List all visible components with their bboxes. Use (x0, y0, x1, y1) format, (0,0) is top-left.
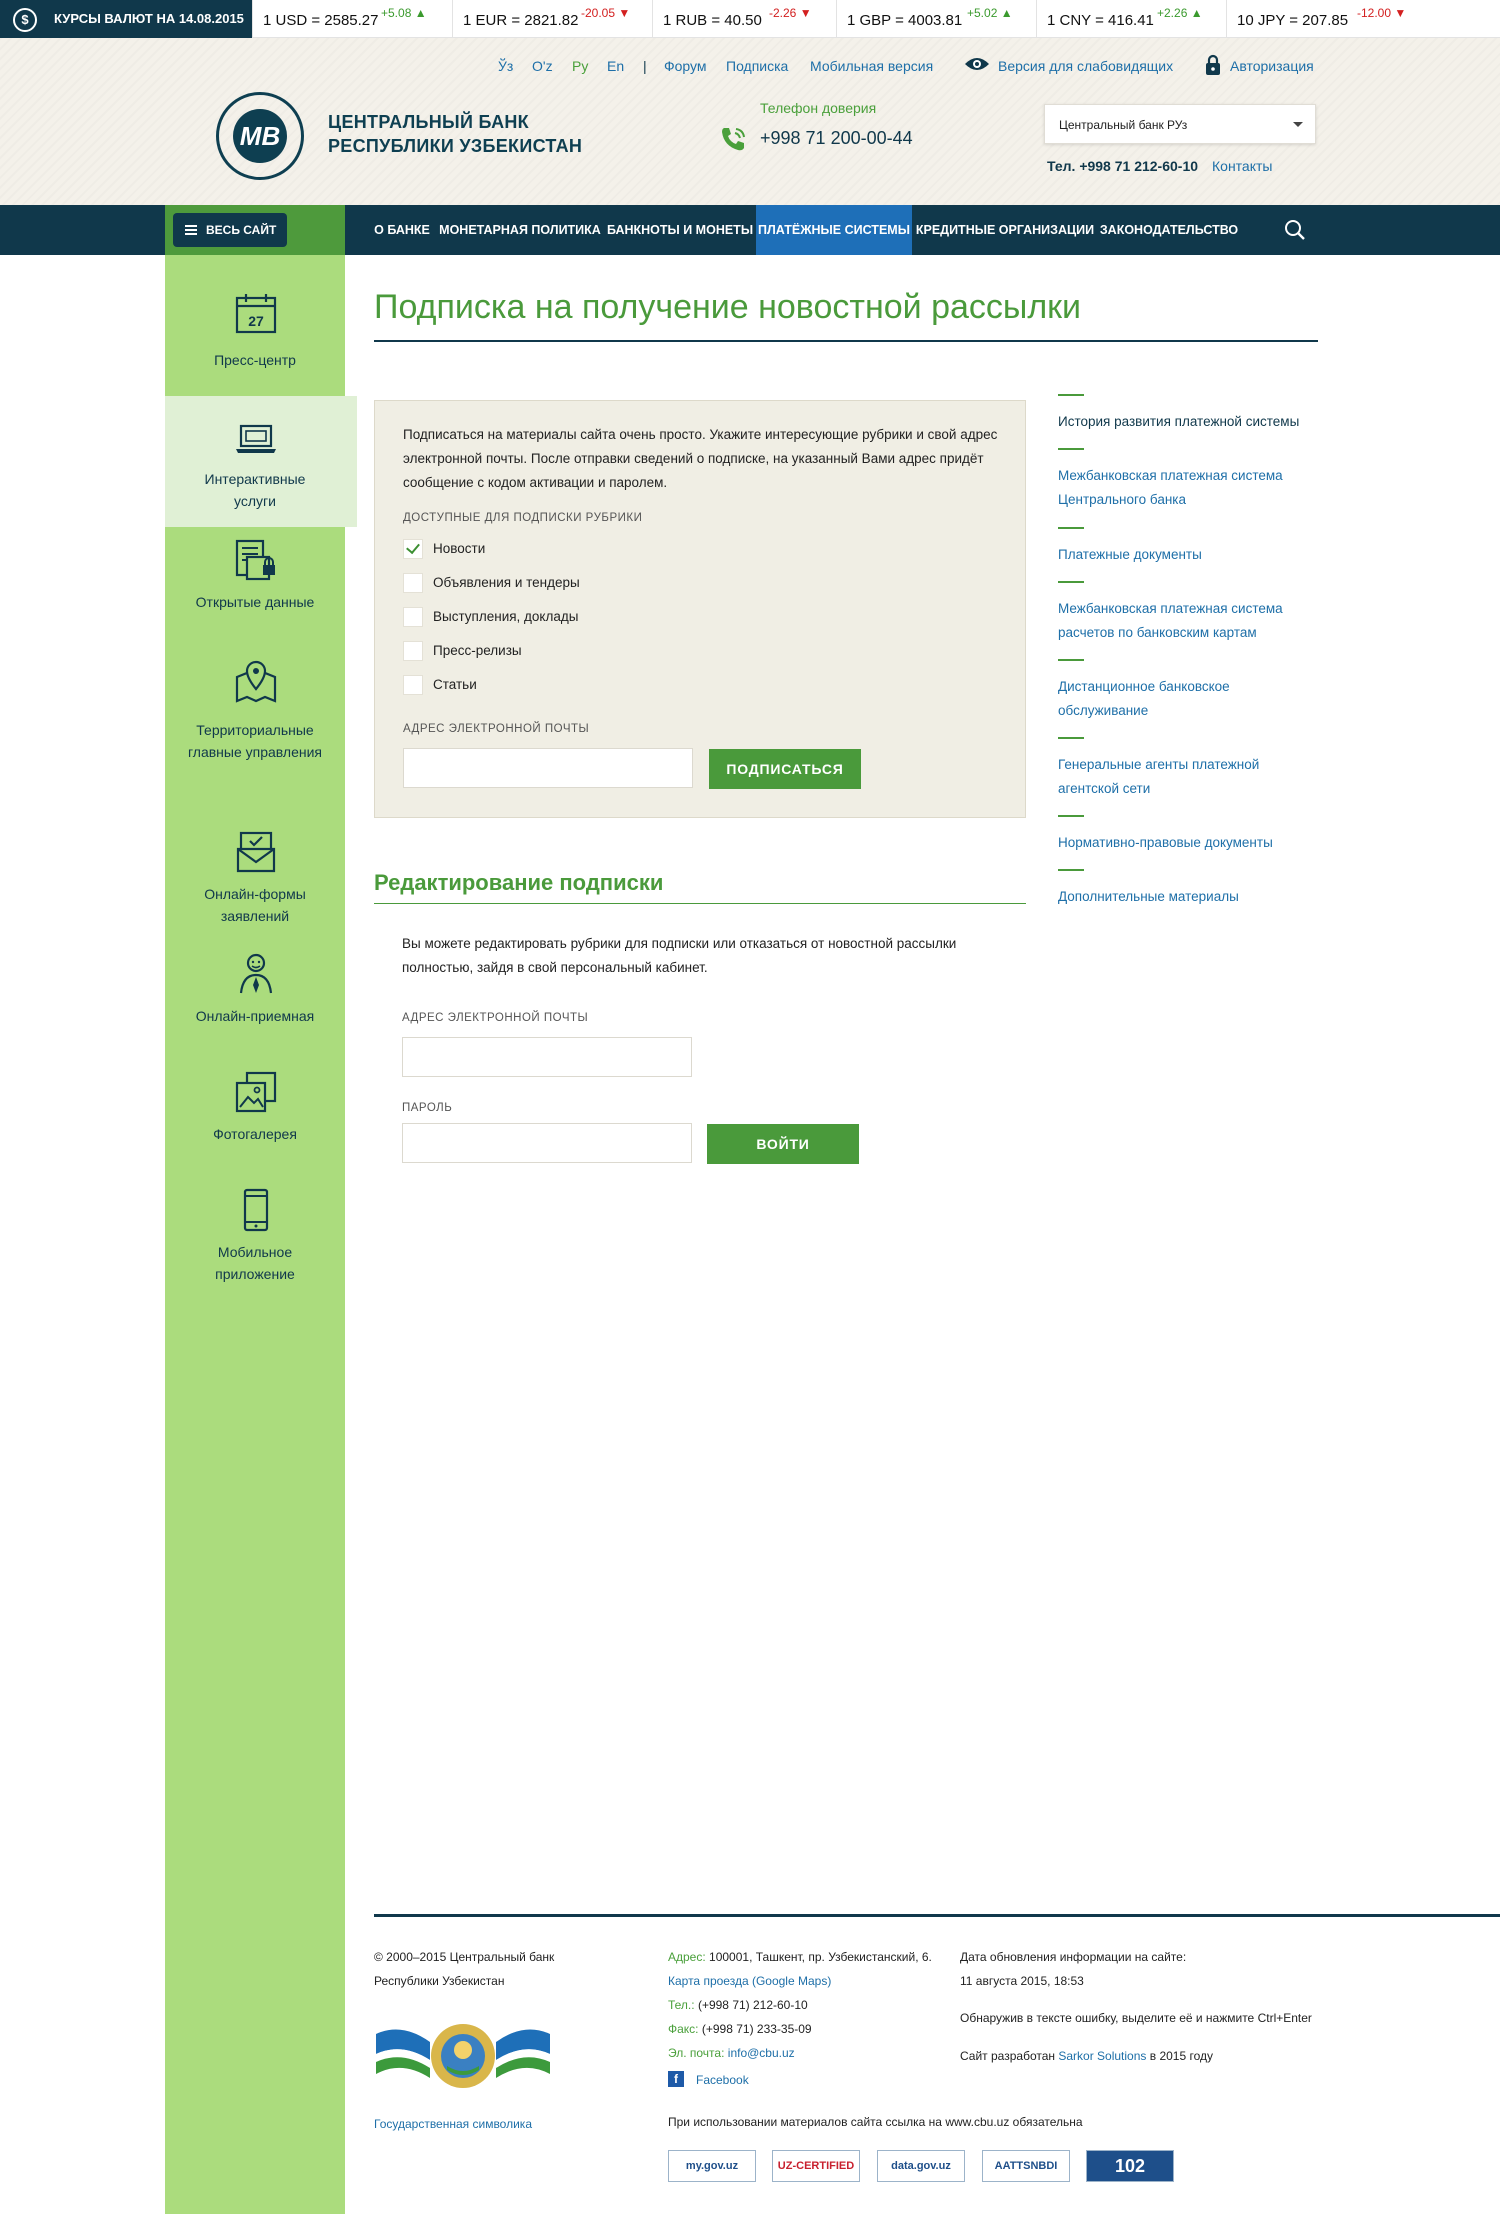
badge-uz-certified[interactable]: UZ-CERTIFIED (772, 2150, 860, 2182)
link-marker (1058, 815, 1084, 817)
all-site-button[interactable] (173, 213, 287, 247)
ticker-label (0, 0, 252, 38)
mobile-phone-icon (233, 1187, 279, 1233)
contacts-link[interactable]: Контакты (1212, 158, 1273, 174)
sidebar-item-open-data[interactable] (165, 527, 345, 645)
header-phone: Тел. +998 71 212-60-10 (1047, 158, 1199, 174)
subscribe-intro: Подписаться на материалы сайта очень просто. Укажите интересующие рубрики и свой адрес электронной почты. После отправки сведений о подписке, на указанный Вами адрес придёт сообщение с кодом активации и паролем. (403, 427, 998, 490)
link-marker (1058, 737, 1084, 739)
state-emblem-icon[interactable] (374, 2020, 552, 2090)
link-marker (1058, 527, 1084, 529)
link-marker (1058, 448, 1084, 450)
categories-caption: ДОСТУПНЫЕ ДЛЯ ПОДПИСКИ РУБРИКИ (403, 512, 643, 524)
password-caption: ПАРОЛЬ (402, 1102, 453, 1114)
checkbox-checked[interactable] (403, 539, 423, 559)
auth-link[interactable]: Авторизация (1230, 58, 1314, 74)
bank-logo[interactable] (216, 92, 304, 180)
badge-counter[interactable]: 102 (1086, 2150, 1174, 2182)
copyright-line1: © 2000–2015 Центральный банк (374, 1950, 555, 1964)
category-label: Пресс-релизы (433, 643, 522, 658)
right-link-label: Межбанковская платежная система расчетов по банковским картам (1058, 601, 1283, 640)
tel-label: Тел.: (668, 1998, 695, 2012)
right-link-remote-banking[interactable] (1058, 675, 1318, 723)
sidebar-item-mobile-app[interactable] (165, 1171, 345, 1301)
sidebar-item-label: Территориальные главные управления (187, 722, 323, 760)
phone-icon (718, 124, 748, 154)
sidebar-item-photo-gallery[interactable] (165, 1053, 345, 1171)
facebook-link[interactable]: Facebook (696, 2073, 749, 2087)
right-link-label: Платежные документы (1058, 547, 1202, 562)
sidebar-item-online-reception[interactable] (165, 935, 345, 1053)
rate-value: 10 JPY = 207.85 (1237, 12, 1349, 29)
page-title: Подписка на получение новостной рассылки (374, 288, 1082, 326)
sidebar-item-label: Пресс-центр (214, 352, 296, 368)
site-select-value: Центральный банк РУз (1059, 118, 1188, 132)
sidebar-item-press-center[interactable] (165, 255, 345, 396)
rate-value: 1 EUR = 2821.82 (463, 12, 579, 29)
email-link[interactable]: info@cbu.uz (727, 2046, 795, 2060)
dollar-coin-icon: $ (13, 8, 37, 32)
sidebar-item-label: Открытые данные (195, 594, 315, 610)
rate-cny (1036, 0, 1226, 38)
address-row (668, 1945, 932, 1969)
right-link-label: История развития платежной системы (1058, 414, 1300, 429)
rate-change: +2.26 ▲ (1157, 6, 1203, 20)
checkbox[interactable] (403, 641, 423, 661)
lang-uz-latin[interactable]: O'z (532, 58, 553, 74)
ticker-title: КУРСЫ ВАЛЮТ НА 14.08.2015 (54, 11, 244, 26)
dev-suffix: в 2015 году (1149, 2049, 1214, 2063)
sidebar-item-territorial-offices[interactable] (165, 645, 345, 805)
right-link-label: Нормативно-правовые документы (1058, 835, 1273, 850)
developer-credit (960, 2044, 1213, 2068)
documents-lock-icon (233, 537, 279, 583)
edit-email-input[interactable] (402, 1037, 692, 1077)
right-link-history[interactable] (1058, 410, 1318, 434)
sidebar-item-interactive-services[interactable] (165, 396, 357, 527)
nav-item-payment-systems[interactable]: ПЛАТЁЖНЫЕ СИСТЕМЫ (756, 205, 912, 255)
address-label: Адрес: (668, 1950, 706, 1964)
mobile-version-link[interactable]: Мобильная версия (810, 58, 934, 74)
forum-link[interactable]: Форум (664, 58, 707, 74)
bank-name[interactable] (328, 110, 582, 158)
map-link[interactable]: Карта проезда (Google Maps) (668, 1974, 832, 1988)
subscribe-link[interactable]: Подписка (726, 58, 789, 74)
right-link-additional-materials[interactable] (1058, 885, 1318, 909)
rate-change: +5.02 ▲ (967, 6, 1013, 20)
footer-contacts (668, 1945, 932, 2065)
right-link-regulatory-documents[interactable] (1058, 831, 1318, 855)
right-link-label: Межбанковская платежная система Центрального банка (1058, 468, 1283, 507)
laptop-icon (233, 416, 279, 462)
right-link-payment-documents[interactable] (1058, 543, 1318, 567)
password-input[interactable] (402, 1123, 692, 1163)
rate-eur (452, 0, 652, 38)
badge-gis[interactable]: AATTSNBDI (982, 2150, 1070, 2182)
title-divider (374, 340, 1318, 342)
calendar-day: 27 (248, 313, 264, 329)
all-site-wrap (165, 205, 345, 255)
check-icon (406, 540, 420, 554)
rate-change: +5.08 ▲ (381, 6, 427, 20)
lang-ru[interactable]: Ру (572, 58, 589, 74)
subscribe-button[interactable]: ПОДПИСАТЬСЯ (709, 749, 861, 789)
rate-change: -20.05 ▼ (581, 6, 631, 20)
separator: | (643, 58, 647, 74)
rate-value: 1 CNY = 416.41 (1047, 12, 1154, 29)
category-label: Новости (433, 541, 486, 556)
checkbox[interactable] (403, 573, 423, 593)
nav-item-legislation[interactable]: ЗАКОНОДАТЕЛЬСТВО (1099, 223, 1239, 237)
rate-jpy (1226, 0, 1500, 38)
person-icon (233, 951, 279, 997)
facebook-icon[interactable]: f (668, 2071, 684, 2087)
search-icon[interactable] (1284, 219, 1306, 241)
usage-note: При использовании материалов сайта ссылка на www.cbu.uz обязательна (668, 2115, 1083, 2129)
nav-item-monetary-policy[interactable]: МОНЕТАРНАЯ ПОЛИТИКА (439, 223, 601, 237)
logo-mark: MB (233, 109, 287, 163)
edit-subscription-title: Редактирование подписки (374, 870, 664, 895)
tel-row (668, 1993, 932, 2017)
rate-value: 1 GBP = 4003.81 (847, 12, 963, 29)
rate-value: 1 USD = 2585.27 (263, 12, 379, 29)
category-label: Статьи (433, 677, 477, 692)
main-nav (0, 205, 1500, 255)
update-label: Дата обновления информации на сайте: (960, 1950, 1187, 1964)
bank-name-line1: ЦЕНТРАЛЬНЫЙ БАНК (328, 112, 529, 132)
edit-email-caption: АДРЕС ЭЛЕКТРОННОЙ ПОЧТЫ (402, 1012, 589, 1024)
rate-gbp (836, 0, 1036, 38)
tel-value: (+998 71) 212-60-10 (697, 1998, 808, 2012)
error-hint: Обнаружив в тексте ошибку, выделите её и нажмите Ctrl+Enter (960, 2011, 1312, 2025)
badge-mygov[interactable]: my.gov.uz (668, 2150, 756, 2182)
eye-icon (964, 56, 990, 75)
email-row (668, 2041, 932, 2065)
sidebar-item-label: Фотогалерея (213, 1126, 297, 1142)
state-symbols-link[interactable]: Государственная символика (374, 2117, 532, 2131)
sidebar-item-online-forms[interactable] (165, 805, 345, 935)
email-caption: АДРЕС ЭЛЕКТРОННОЙ ПОЧТЫ (403, 723, 590, 735)
photo-gallery-icon (233, 1069, 279, 1115)
rate-value: 1 RUB = 40.50 (663, 12, 762, 29)
category-label: Выступления, доклады (433, 609, 579, 624)
rate-change: -2.26 ▼ (769, 6, 812, 20)
nav-item-about[interactable]: О БАНКЕ (374, 223, 430, 237)
lock-icon (1205, 54, 1221, 79)
login-button[interactable]: ВОЙТИ (707, 1124, 859, 1164)
rate-rub (652, 0, 836, 38)
right-link-card-system[interactable] (1058, 597, 1318, 645)
dev-prefix: Сайт разработан (960, 2049, 1056, 2063)
checkbox[interactable] (403, 675, 423, 695)
sidebar-item-label: Онлайн-формы заявлений (204, 886, 306, 924)
copyright (374, 1945, 554, 1993)
section-divider (374, 903, 1026, 904)
nav-item-credit-organizations[interactable]: КРЕДИТНЫЕ ОРГАНИЗАЦИИ (915, 223, 1095, 237)
footer-divider (374, 1914, 1500, 1917)
site-header (0, 38, 1500, 205)
hotline-number: +998 71 200-00-44 (760, 128, 913, 148)
sidebar-item-label: Интерактивные услуги (204, 471, 306, 509)
fax-value: (+998 71) 233-35-09 (701, 2022, 812, 2036)
rate-usd (252, 0, 452, 38)
rate-change: -12.00 ▼ (1357, 6, 1407, 20)
map-pin-icon (233, 659, 279, 705)
right-link-label: Дистанционное банковское обслуживание (1058, 679, 1230, 718)
right-link-interbank-system[interactable] (1058, 464, 1318, 512)
right-link-label: Дополнительные материалы (1058, 889, 1239, 904)
link-marker (1058, 581, 1084, 583)
sidebar-item-label: Мобильное приложение (215, 1244, 295, 1282)
right-link-label: Генеральные агенты платежной агентской сети (1058, 757, 1260, 796)
update-value: 11 августа 2015, 18:53 (960, 1974, 1084, 1988)
hotline-label: Телефон доверия (760, 100, 877, 116)
impaired-version-link[interactable]: Версия для слабовидящих (998, 58, 1174, 74)
bank-name-line2: РЕСПУБЛИКИ УЗБЕКИСТАН (328, 136, 583, 156)
link-marker (1058, 659, 1084, 661)
link-marker (1058, 869, 1084, 871)
link-marker (1058, 394, 1084, 396)
lang-uz-cyrillic[interactable]: Ўз (498, 58, 514, 74)
developer-link[interactable]: Sarkor Solutions (1058, 2049, 1147, 2063)
checkbox[interactable] (403, 607, 423, 627)
edit-subscription-text: Вы можете редактировать рубрики для подписки или отказаться от новостной рассылки полностью, зайдя в свой персональный кабинет. (402, 936, 957, 975)
calendar-icon (233, 291, 279, 337)
mail-form-icon (233, 829, 279, 875)
lang-en[interactable]: En (607, 58, 625, 74)
footer-info (960, 1945, 1186, 1993)
nav-item-banknotes[interactable]: БАНКНОТЫ И МОНЕТЫ (606, 223, 754, 237)
badge-data-gov[interactable]: data.gov.uz (877, 2150, 965, 2182)
site-select[interactable] (1044, 104, 1316, 144)
fax-label: Факс: (668, 2022, 699, 2036)
email-label: Эл. почта: (668, 2046, 725, 2060)
currency-ticker (0, 0, 1500, 38)
hamburger-icon (185, 225, 197, 235)
subscribe-email-input[interactable] (403, 748, 693, 788)
right-link-general-agents[interactable] (1058, 753, 1318, 801)
subscribe-form (374, 400, 1026, 818)
chevron-down-icon (1293, 122, 1303, 127)
copyright-line2: Республики Узбекистан (374, 1974, 505, 1988)
sidebar (165, 255, 345, 2214)
category-label: Объявления и тендеры (433, 575, 580, 590)
address-value: 100001, Ташкент, пр. Узбекистанский, 6. (709, 1950, 932, 1964)
fax-row (668, 2017, 932, 2041)
sidebar-item-label: Онлайн-приемная (195, 1008, 315, 1024)
all-site-label: ВЕСЬ САЙТ (206, 223, 277, 237)
